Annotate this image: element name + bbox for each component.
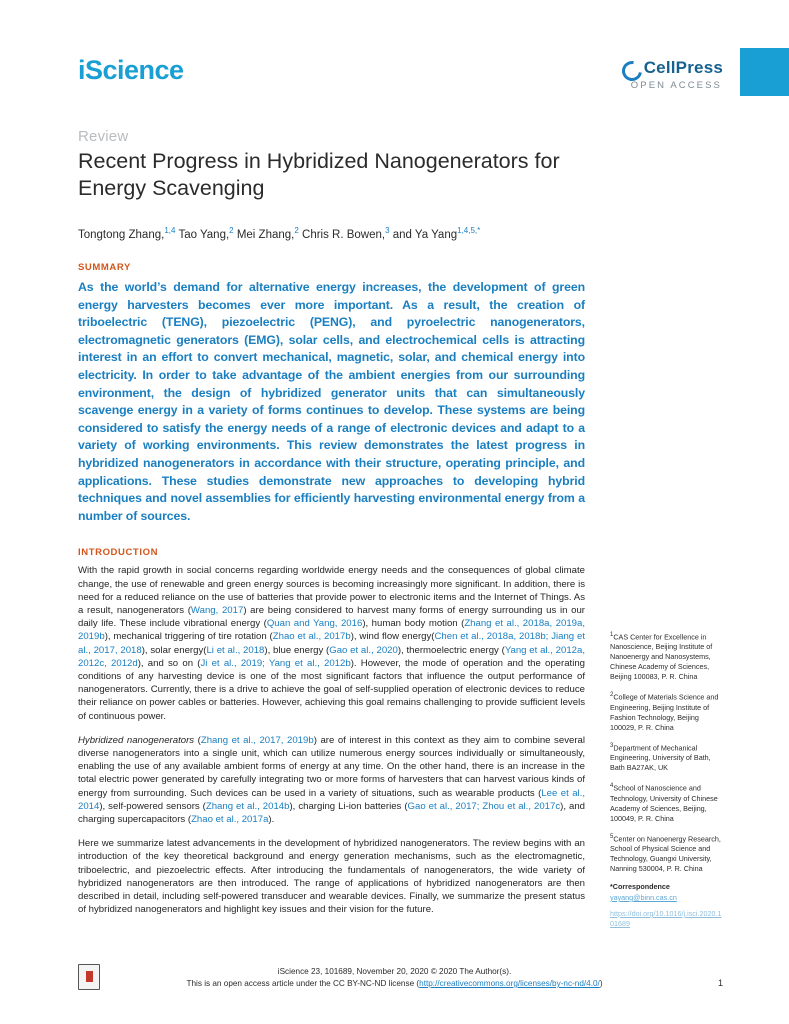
cellpress-swirl-icon (621, 60, 638, 77)
introduction-heading: INTRODUCTION (78, 547, 159, 559)
author-list: Tongtong Zhang,$^{1,4}$ Tao Yang,$^2$ Mei Zhang,$^2$ Chris R. Bowen,$^3$ and Ya Yang$^{1,4,5,*}$ (78, 226, 481, 241)
publisher-logo (621, 58, 723, 91)
license-line (0, 978, 789, 990)
affiliations-column (610, 630, 722, 929)
citation-line: iScience 23, 101689, November 20, 2020 © 2020 The Author(s). (277, 967, 512, 976)
correspondence-heading: *Correspondence (610, 881, 670, 891)
intro-paragraph-1: With the rapid growth in social concerns regarding worldwide energy needs and the consequences of global climate change, the use of renewable and green energy sources is becoming increasingly more significant. In addition, there is need for a reduced reliance on the use of batteries that provide power to electronic items and the Internet of Things. As a result, nanogenerators (Wang, 2017) are being considered to harvest many forms of energy surrounding us in our daily life. These include vibrational energy (Quan and Yang, 2016), human body motion (Zhang et al., 2018a, 2019a, 2019b), mechanical triggering of tire rotation (Zhao et al., 2017b), wind flow energy(Chen et al., 2018a, 2018b; Jiang et al., 2017, 2018), solar energy(Li et al., 2018), blue energy (Gao et al., 2020), thermoelectric energy (Yang et al., 2012a, 2012c, 2012d), and so on (Ji et al., 2019; Yang et al., 2012b). However, the mode of operation and the operating conditions of any harvesting device is one of the most significant factors that influence the output performance of nanogenerators. Currently, there is a drive to achieve the goal of self-supplied operation of electronic devices to reduce their reliance on power cables or batteries. However, achieving this goal remains challenging to provide sufficient levels of continuous power. (78, 565, 586, 722)
license-prefix: This is an open access article under the CC BY-NC-ND license ( (186, 979, 420, 988)
article-type: Review (78, 128, 129, 145)
intro-paragraph-3: Here we summarize latest advancements in the development of hybridized nanogenerators. The review begins with an introduction of the key theoretical background and energy generation mechanisms, such as the electromagnetic, triboelectric, and piezoelectric effects. After introducing the fundamentals of nanogenerators, the wide variety of hybridized nanogenerators are then introduced. The range of applications of hybridized nanogenerators are then described in detail, including self-powered transducer and wearable devices. Finally, we summarize the present status of hybridized nanogenerators and highlight key issues and their vision for the future. (78, 838, 585, 916)
affiliation-item: $^1$CAS Center for Excellence in Nanoscience, Beijing Institute of Nanoenergy and Nanosystems, Chinese Academy of Sciences, Beijing 100083, P. R. China (610, 632, 713, 682)
license-suffix: ) (599, 979, 603, 988)
corner-accent-block (740, 48, 789, 96)
license-link[interactable]: http://creativecommons.org/licenses/by-nc-nd/4.0/ (419, 979, 600, 988)
summary-text: As the world’s demand for alternative energy increases, the development of green energy harvesters becomes ever more important. As a result, the creation of triboelectric (TENG), piezoelectric (PENG), and pyroelectric nanogenerators, electromagnetic generators (EMG), solar cells, and electrochemical cells is attracting interest in an effort to convert mechanical, magnetic, solar, and chemical energy into electricity. In order to take advantage of the ambient energies from our surrounding environment, the design of hybridized generator units that can simultaneously scavenge energy in a variety of forms continues to develop. These systems are being considered to satisfy the energy needs of a range of electronic devices and adapt to a variety of working environments. This review demonstrates the latest progress in hybridized nanogenerators in accordance with their structure, operating principle, and applications. These studies demonstrate new approaches to developing hybrid techniques and novel assemblies for efficiently harvesting environmental energy from a number of sources. (78, 280, 585, 523)
intro-paragraph-2: Hybridized nanogenerators (Zhang et al., 2017, 2019b) are of interest in this context as they aim to combine several diverse nanogenerators into a single unit, which can utilize numerous energy sources individually or simultaneously, enabling the use of any available ambient forms of energy at any time. On the other hand, there is an increase in the total electric power generated by carefully integrating two or more forms of harvesters that can harvest various kinds of energy from surrounding. Such devices can be used in a variety of situations, such as wearable products (Lee et al., 2014), self-powered sensors (Zhang et al., 2014b), charging Li-ion batteries (Gao et al., 2017; Zhou et al., 2017c), and charging supercapacitors (Zhao et al., 2017a). (78, 734, 585, 825)
main-column (78, 262, 585, 927)
correspondence-email-link[interactable]: yayang@binn.cas.cn (610, 892, 677, 902)
page-header (0, 0, 789, 118)
page-title: Recent Progress in Hybridized Nanogenerators for Energy Scavenging (78, 149, 560, 200)
summary-heading: SUMMARY (78, 262, 131, 273)
affiliation-item: $^2$College of Materials Science and Engineering, Beijing Institute of Fashion Technology, Beijing 100029, P. R. China (610, 692, 719, 732)
footer-citation (0, 966, 789, 990)
page-footer (0, 964, 789, 1008)
affiliation-item: $^3$Department of Mechanical Engineering, University of Bath, Bath BA27AK, UK (610, 742, 711, 773)
journal-title: iScience (78, 55, 184, 85)
page-number: 1 (717, 978, 723, 988)
open-access-label: OPEN ACCESS (630, 80, 722, 91)
affiliation-item: $^4$School of Nanoscience and Technology, University of Chinese Academy of Sciences, Beijing, 100049, P. R. China (610, 783, 718, 823)
affiliation-item: $^5$Center on Nanoenergy Research, School of Physical Science and Technology, Guangxi University, Nanning 530004, P. R. China (610, 833, 721, 873)
publisher-name: CellPress (643, 58, 723, 77)
doi-link[interactable]: https://doi.org/10.1016/j.isci.2020.101689 (610, 908, 722, 928)
